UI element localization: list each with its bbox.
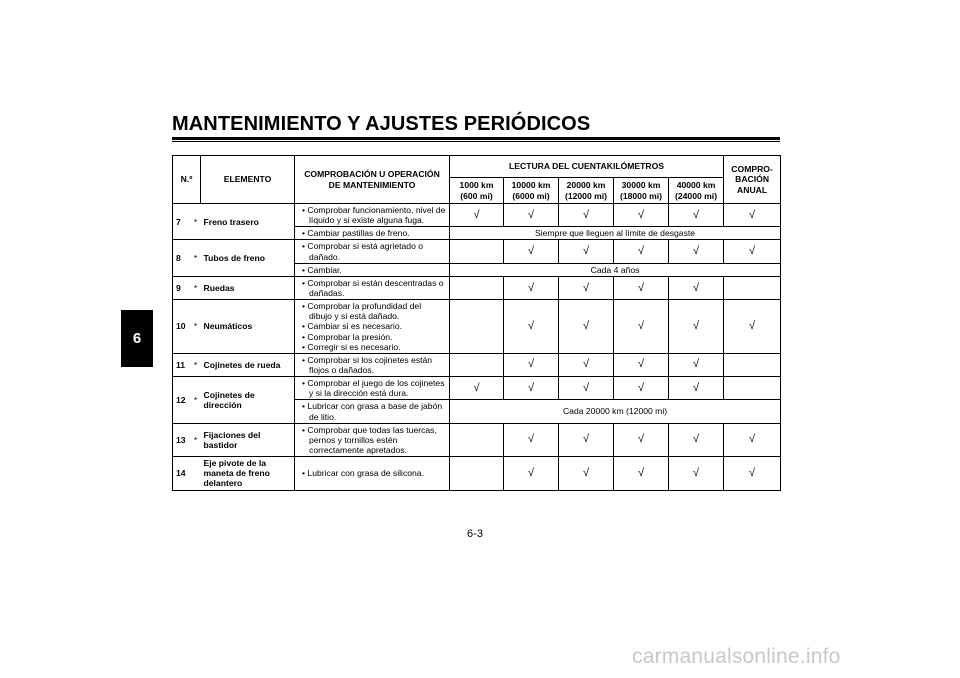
table-row: [173, 377, 781, 400]
table-row: [173, 276, 781, 299]
check-cell: √: [504, 423, 559, 456]
item-operation: [295, 423, 450, 456]
item-operation: [295, 263, 450, 276]
item-operation: [295, 240, 450, 263]
header-annual: COMPRO-BACIÓN ANUAL: [724, 156, 781, 204]
check-cell: [724, 353, 781, 376]
check-cell: [450, 300, 504, 354]
header-operation: COMPROBACIÓN U OPERACIÓN DE MANTENIMIENTO: [295, 156, 450, 204]
check-cell: √: [614, 240, 669, 263]
operation-line: • Cambiar.: [302, 264, 342, 275]
table-row: [173, 240, 781, 263]
item-number: 11: [173, 353, 191, 376]
page-number: 6-3: [467, 528, 483, 540]
item-operation: [295, 377, 450, 400]
item-element: Tubos de freno: [201, 240, 295, 276]
check-cell: √: [724, 457, 781, 490]
check-cell: √: [559, 377, 614, 400]
item-element: Freno trasero: [201, 204, 295, 240]
item-number: 13: [173, 423, 191, 456]
check-cell: √: [504, 276, 559, 299]
check-cell: √: [669, 377, 724, 400]
title-rule-thick: [172, 137, 780, 140]
table-row: [173, 423, 781, 456]
interval-mi: (6000 mi): [512, 190, 550, 201]
item-star: *: [191, 353, 201, 376]
check-cell: √: [504, 377, 559, 400]
check-cell: [724, 276, 781, 299]
item-number: 7: [173, 204, 191, 240]
check-cell: √: [559, 240, 614, 263]
check-cell: √: [504, 240, 559, 263]
operation-line: • Comprobar la presión.: [302, 331, 393, 342]
item-star: *: [191, 240, 201, 276]
item-operation: [295, 276, 450, 299]
item-operation: [295, 204, 450, 227]
check-cell: √: [669, 457, 724, 490]
check-cell: [450, 240, 504, 263]
header-interval: [559, 178, 614, 204]
table-row: [173, 353, 781, 376]
check-cell: √: [724, 300, 781, 354]
operation-line: • Lubricar con grasa de silicona.: [302, 468, 424, 479]
check-cell: √: [614, 204, 669, 227]
item-operation: [295, 227, 450, 240]
interval-mi: (600 mi): [460, 190, 493, 201]
operation-line: • Comprobar si los cojinetes están flojos o dañados.: [302, 354, 433, 375]
operation-line: • Lubricar con grasa a base de jabón de litio.: [302, 401, 443, 422]
operation-line: • Corregir si es necesario.: [302, 341, 401, 352]
check-cell: √: [504, 300, 559, 354]
check-cell: √: [504, 353, 559, 376]
check-cell: √: [504, 204, 559, 227]
header-interval: [504, 178, 559, 204]
check-cell: √: [614, 353, 669, 376]
item-element: Neumáticos: [201, 300, 295, 354]
item-star: *: [191, 377, 201, 424]
check-cell: √: [669, 423, 724, 456]
check-cell: √: [559, 457, 614, 490]
interval-mi: (12000 mi): [564, 190, 608, 201]
header-interval: [614, 178, 669, 204]
check-cell: [450, 457, 504, 490]
table-row: [173, 457, 781, 490]
check-cell: √: [559, 423, 614, 456]
item-operation: [295, 400, 450, 423]
item-number: 10: [173, 300, 191, 354]
check-cell: √: [669, 353, 724, 376]
interval-km: 1000 km: [459, 180, 494, 191]
check-cell: √: [504, 457, 559, 490]
page-title: MANTENIMIENTO Y AJUSTES PERIÓDICOS: [172, 113, 591, 135]
operation-line: • Comprobar si están descentradas o dañadas.: [302, 277, 444, 298]
interval-note: Siempre que lleguen al límite de desgaste: [450, 227, 781, 240]
check-cell: √: [669, 204, 724, 227]
interval-note: Cada 20000 km (12000 mi): [450, 400, 781, 423]
check-cell: √: [724, 423, 781, 456]
item-element: Ruedas: [201, 276, 295, 299]
check-cell: [724, 377, 781, 400]
maintenance-table: [172, 155, 781, 491]
interval-km: 30000 km: [621, 180, 661, 191]
interval-mi: (18000 mi): [619, 190, 663, 201]
title-rule-thin: [172, 141, 780, 142]
operation-line: • Cambiar pastillas de freno.: [302, 228, 410, 239]
chapter-tab: 6: [121, 310, 153, 367]
header-element: ELEMENTO: [201, 156, 295, 204]
item-number: 9: [173, 276, 191, 299]
check-cell: √: [669, 240, 724, 263]
check-cell: √: [559, 353, 614, 376]
check-cell: √: [724, 204, 781, 227]
check-cell: √: [669, 276, 724, 299]
item-element: Eje pivote de la maneta de freno delantero: [201, 457, 295, 490]
check-cell: √: [450, 377, 504, 400]
header-odometer: LECTURA DEL CUENTAKILÓMETROS: [450, 156, 724, 178]
item-number: 12: [173, 377, 191, 424]
check-cell: √: [614, 457, 669, 490]
item-operation: [295, 353, 450, 376]
header-interval: [450, 178, 504, 204]
check-cell: [450, 423, 504, 456]
item-star: *: [191, 276, 201, 299]
operation-line: • Comprobar que todas las tuercas, pernos y tornillos estén correctamente apretados.: [302, 424, 437, 455]
item-element: Cojinetes de dirección: [201, 377, 295, 424]
header-no: N.º: [173, 156, 201, 204]
item-number: 8: [173, 240, 191, 276]
table-row: [173, 300, 781, 354]
item-operation: [295, 300, 450, 354]
check-cell: [450, 276, 504, 299]
check-cell: √: [450, 204, 504, 227]
item-star: [191, 457, 201, 490]
table-row: [173, 204, 781, 227]
interval-km: 20000 km: [566, 180, 606, 191]
interval-km: 40000 km: [676, 180, 716, 191]
check-cell: √: [614, 423, 669, 456]
check-cell: [450, 353, 504, 376]
check-cell: √: [559, 276, 614, 299]
check-cell: √: [614, 276, 669, 299]
interval-mi: (24000 mi): [675, 190, 718, 201]
interval-note: Cada 4 años: [450, 263, 781, 276]
item-star: *: [191, 423, 201, 456]
check-cell: √: [559, 300, 614, 354]
operation-line: • Cambiar si es necesario.: [302, 321, 402, 332]
item-operation: [295, 457, 450, 490]
operation-line: • Comprobar si está agrietado o dañado.: [302, 241, 424, 262]
operation-line: • Comprobar funcionamiento, nivel de líquido y si existe alguna fuga.: [302, 205, 446, 226]
header-interval: [669, 178, 724, 204]
interval-km: 10000 km: [511, 180, 551, 191]
item-star: *: [191, 204, 201, 240]
operation-line: • Comprobar el juego de los cojinetes y si la dirección está dura.: [302, 378, 445, 399]
check-cell: √: [614, 300, 669, 354]
item-element: Fijaciones del bastidor: [201, 423, 295, 456]
check-cell: √: [669, 300, 724, 354]
item-number: 14: [173, 457, 191, 490]
operation-line: • Comprobar la profundidad del dibujo y si está dañado.: [302, 301, 422, 322]
check-cell: √: [559, 204, 614, 227]
check-cell: √: [724, 240, 781, 263]
check-cell: √: [614, 377, 669, 400]
item-element: Cojinetes de rueda: [201, 353, 295, 376]
item-star: *: [191, 300, 201, 354]
watermark: carmanualsonline.info: [632, 645, 841, 668]
